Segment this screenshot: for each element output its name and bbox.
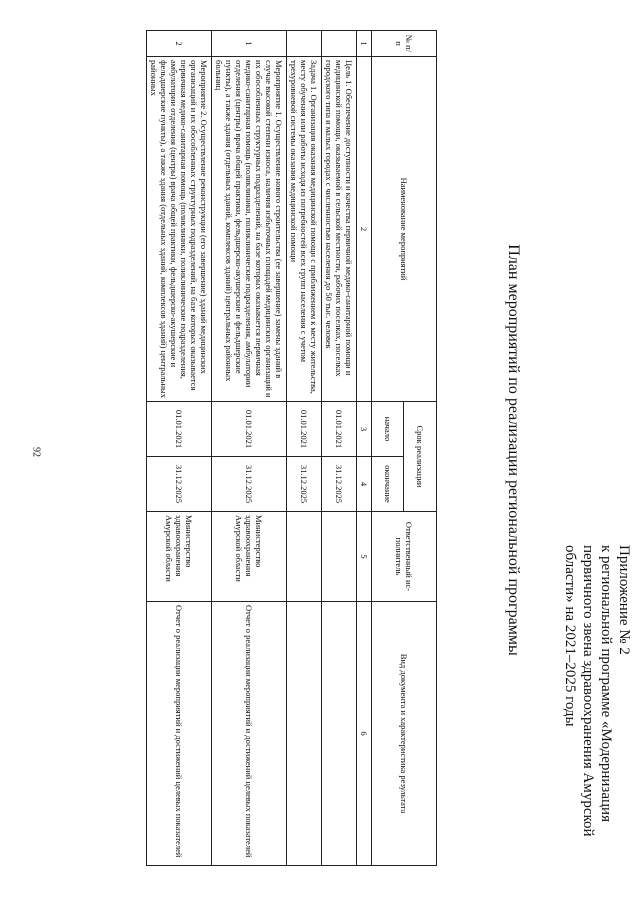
row-executor: Министерство здравоохранения Амурской области — [147, 512, 212, 602]
row-end: 31.12.2025 — [322, 457, 357, 512]
header-result: Вид документа и характеристика результата — [372, 602, 437, 866]
row-executor — [322, 512, 357, 602]
row-end: 31.12.2025 — [147, 457, 212, 512]
row-result: Отчет о реализации мероприятий и достижений целевых показателей — [147, 602, 212, 866]
column-number: 6 — [357, 602, 372, 866]
column-number: 1 — [357, 31, 372, 57]
column-number: 3 — [357, 402, 372, 457]
table-header-row — [404, 31, 437, 866]
header-period: Срок реализации — [404, 402, 437, 512]
row-result: Отчет о реализации мероприятий и достижений целевых показателей — [212, 602, 287, 866]
header-end: окончание — [372, 457, 405, 512]
table-row — [287, 31, 322, 866]
appendix-header — [561, 545, 633, 845]
plan-table — [146, 30, 437, 866]
appendix-line-3: первичного звена здравоохранения Амурской — [580, 545, 596, 837]
appendix-line-1: Приложение № 2 — [616, 545, 632, 655]
row-name: Задача 1. Организация оказания медицинской помощи с приближением к месту жительства, месту обучения или работы исходя из потребностей всех групп населения с учетом трехуровневой системы оказания медицинской помощи — [287, 57, 322, 402]
row-name: Цель 1. Обеспечение доступности и качества первичной медико-санитарной помощи и медицинской помощи, оказываемой в сельской местности, рабочих поселках, поселках городского типа и малых городах с численностью населения до 50 тыс. человек — [322, 57, 357, 402]
header-num: № п/п — [372, 31, 437, 57]
appendix-line-4: области» на 2021–2025 годы — [562, 545, 578, 727]
row-result — [322, 602, 357, 866]
page-number: 92 — [30, 447, 42, 457]
row-end: 31.12.2025 — [287, 457, 322, 512]
header-executor: Ответственный ис-полнитель — [372, 512, 437, 602]
row-start: 01.01.2021 — [287, 402, 322, 457]
table-row — [212, 31, 287, 866]
row-name: Мероприятие 2. Осуществление реконструкции (его завершение) зданий медицинских организаций и их обособленных структурных подразделений, на базе которых оказывается первичная медико-санитарная помощь (поликлиники, поликлинические подразделения, амбулатории отделения (центры) врача общей практики, фельдшерско-акушерские и фельдшерские пункты), а также здания (отдельных зданий, комплексов зданий) центральных районных — [147, 57, 212, 402]
row-start: 01.01.2021 — [147, 402, 212, 457]
row-num — [287, 31, 322, 57]
row-start: 01.01.2021 — [322, 402, 357, 457]
header-name: Наименование мероприятий — [372, 57, 437, 402]
table-row — [147, 31, 212, 866]
row-num — [322, 31, 357, 57]
row-start: 01.01.2021 — [212, 402, 287, 457]
column-number: 5 — [357, 512, 372, 602]
column-number: 4 — [357, 457, 372, 512]
table-row — [322, 31, 357, 866]
row-executor — [287, 512, 322, 602]
column-number: 2 — [357, 57, 372, 402]
row-executor: Министерство здравоохранения Амурской области — [212, 512, 287, 602]
row-num: 1 — [212, 31, 287, 57]
row-result — [287, 602, 322, 866]
row-end: 31.12.2025 — [212, 457, 287, 512]
row-name: Мероприятие 1. Осуществление нового строительства (ее завершение) замены зданий в случае высокой степени износа, наличия избыточных площадей медицинских организаций и их обособленных структурных подразделений, на базе которых оказывается первичная медико-санитарная помощь (поликлиники, поликлинические подразделения, амбулатории отделения (центры) врача общей практики, фельдшерско-акушерские и фельдшерские пункты), а также здания (отдельных зданий, комплексов зданий) центральных районных больниц — [212, 57, 287, 402]
row-num: 2 — [147, 31, 212, 57]
header-start: начало — [372, 402, 405, 457]
document-title: План мероприятий по реализации региональной программы — [505, 244, 522, 656]
column-number-row — [357, 31, 372, 866]
appendix-line-2: к региональной программе «Модернизация — [598, 545, 614, 822]
